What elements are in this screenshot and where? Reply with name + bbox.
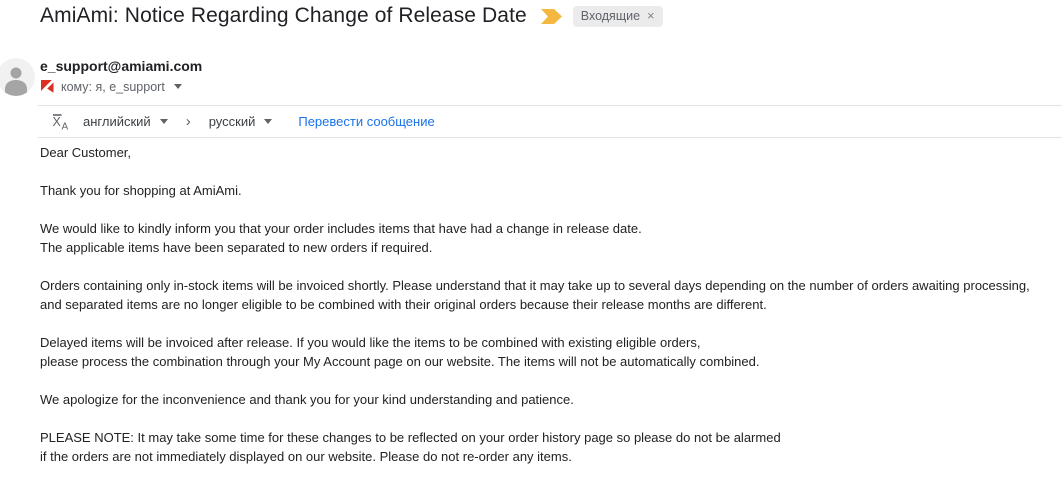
alert-label-icon <box>40 79 55 94</box>
body-line: We would like to kindly inform you that your order includes items that have had a change in release date. <box>40 221 642 236</box>
svg-text:X: X <box>52 115 61 129</box>
person-icon <box>0 83 35 96</box>
dropdown-arrow-icon[interactable] <box>264 119 272 124</box>
subject-row <box>40 4 663 28</box>
target-language-label[interactable]: русский <box>208 114 256 129</box>
email-body-paragraph <box>40 276 1042 314</box>
body-line: Delayed items will be invoiced after release. If you would like the items to be combined with existing eligible orders, <box>40 335 701 350</box>
label-badge[interactable] <box>573 6 663 27</box>
recipients-row[interactable] <box>40 79 202 94</box>
email-body-paragraph <box>40 390 1042 409</box>
email-body-paragraph <box>40 219 1042 257</box>
language-separator-icon: › <box>185 113 191 130</box>
source-language-label[interactable]: английский <box>83 114 151 129</box>
email-body-paragraph <box>40 333 1042 371</box>
body-line: We apologize for the inconvenience and thank you for your kind understanding and patience. <box>40 392 574 407</box>
target-language-dropdown[interactable] <box>209 114 273 129</box>
email-body-paragraph <box>40 143 1042 162</box>
email-body <box>40 143 1042 485</box>
sender-block <box>40 58 202 94</box>
body-line: Thank you for shopping at AmiAmi. <box>40 183 242 198</box>
importance-marker-icon[interactable] <box>541 9 562 24</box>
email-body-paragraph <box>40 428 1042 466</box>
svg-text:A: A <box>61 121 69 130</box>
email-subject: AmiAmi: Notice Regarding Change of Release Date <box>40 4 527 27</box>
translate-message-link[interactable]: Перевести сообщение <box>298 114 435 129</box>
recipients-text[interactable]: кому: я, e_support <box>61 79 165 94</box>
source-language-dropdown[interactable] <box>83 114 168 129</box>
label-badge-text[interactable]: Входящие <box>580 8 641 23</box>
translate-bar <box>38 105 1062 138</box>
body-line: if the orders are not immediately displayed on our website. Please do not re-order any items. <box>40 449 572 464</box>
body-line: Orders containing only in-stock items will be invoiced shortly. Please understand that it may take up to several days depending on the number of orders awaiting processing, <box>40 278 1030 293</box>
body-line: please process the combination through your My Account page on our website. The items will not be automatically combined. <box>40 354 760 369</box>
show-details-arrow-icon[interactable] <box>174 84 182 89</box>
translate-icon <box>52 113 71 130</box>
label-remove-icon[interactable]: × <box>647 8 655 23</box>
body-line: The applicable items have been separated to new orders if required. <box>40 240 433 255</box>
email-body-paragraph <box>40 181 1042 200</box>
body-line: and separated items are no longer eligible to be combined with their original orders because their release months are different. <box>40 297 767 312</box>
body-line: PLEASE NOTE: It may take some time for these changes to be reflected on your order history page so please do not be alarmed <box>40 430 781 445</box>
dropdown-arrow-icon[interactable] <box>160 119 168 124</box>
body-line: Dear Customer, <box>40 145 132 160</box>
sender-avatar[interactable] <box>0 58 35 96</box>
sender-email[interactable]: e_support@amiami.com <box>40 58 203 74</box>
